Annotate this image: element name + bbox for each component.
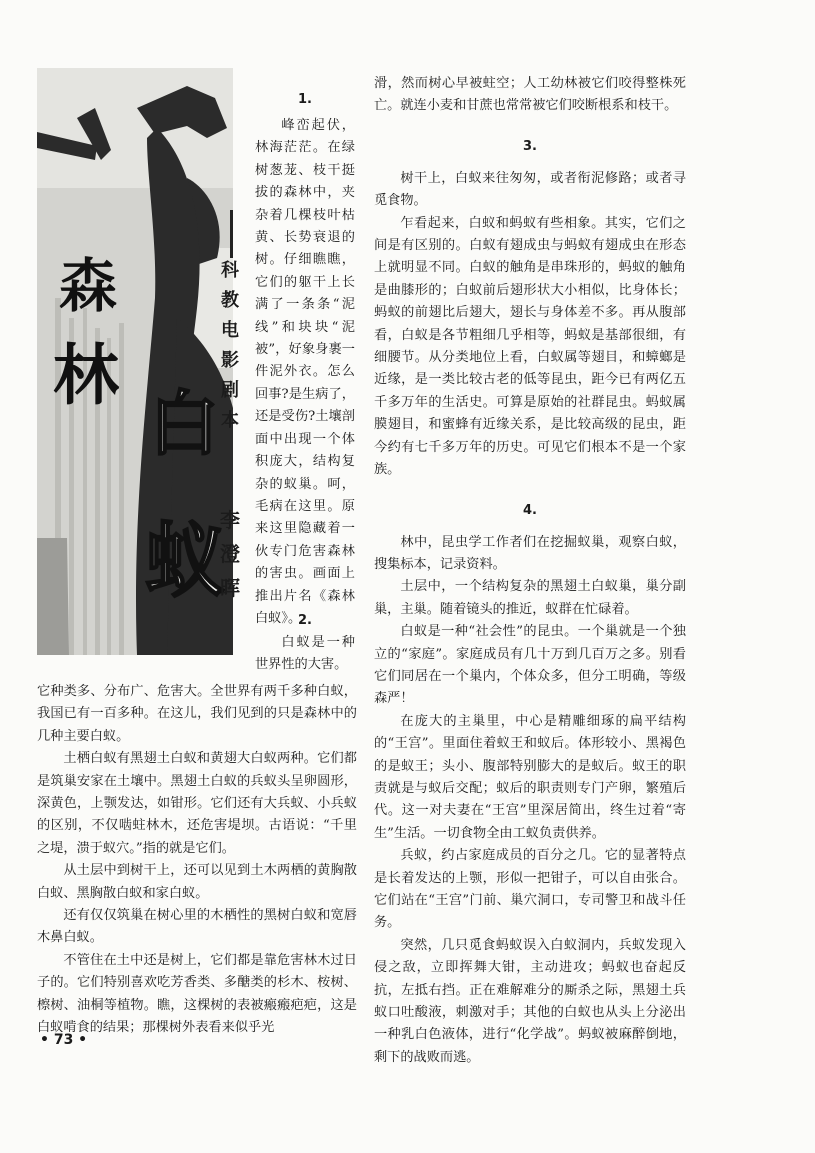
paragraph: 土层中，一个结构复杂的黑翅土白蚁巢，巢分副巢，主巢。随着镜头的推近，蚁群在忙碌着。 (374, 579, 686, 617)
paragraph: 白蚁是一种“社会性”的昆虫。一个巢就是一个独立的“家庭”。家庭成员有几十万到几百万之多。别看它们同居在一个巢内，个体众多，但分工明确，等级森严！ (374, 624, 686, 707)
author-char: 李 (220, 508, 240, 532)
paragraph: 树干上，白蚁来往匆匆，或者衔泥修路；或者寻觅食物。 (374, 170, 686, 209)
author-char: 澄 (220, 542, 240, 566)
paragraph: 突然，几只觅食蚂蚁误入白蚁洞内，兵蚁发现入侵之敌，立即挥舞大钳，主动进攻；蚂蚁也奋起反抗，左抵右挡。正在难解难分的厮杀之际，黑翅土兵蚁口吐酸液，刺激对手；其他的白蚁也从头上分泌出一种乳白色液体，进行“化学战”。蚂蚁被麻醉倒地，剩下的战败而逃。 (374, 937, 686, 1065)
subtitle-char: 科 (221, 260, 239, 281)
tree-artwork (37, 68, 233, 655)
paragraph: 从土层中到树干上，还可以见到土木两栖的黄胸散白蚁、黑胸散白蚁和家白蚁。 (37, 863, 357, 901)
subtitle-char: 本 (221, 410, 239, 431)
title-char-1: 森 (59, 252, 118, 320)
title-char-4: 蚁 (145, 513, 225, 607)
column-a-top (255, 89, 355, 630)
author-char: 晖 (220, 576, 240, 600)
column-b (374, 73, 686, 1069)
section-heading-4: 4. (523, 502, 537, 518)
page-number: • 73 • (40, 1032, 88, 1048)
title-illustration (37, 68, 233, 655)
column-a-bottom (37, 681, 357, 1040)
author-byline (220, 510, 240, 612)
paragraph: 乍看起来，白蚁和蚂蚁有些相象。其实，它们之间是有区别的。白蚁有翅成虫与蚂蚁有翅成虫在形态上就明显不同。白蚁的触角是串珠形的，蚂蚁的触角是曲膝形的；白蚁前后翅形状大小相似，比身体长；蚂蚁的前翅比后翅大，翅长与身体差不多。再从腹部看，白蚁是各节粗细几乎相等，蚂蚁是基部很细，有细腰节。从分类地位上看，白蚁属等翅目，和蟑螂是近缘，是一类比较古老的低等昆虫，距今已有两亿五千多万年的生活史。可算是原始的社群昆虫。蚂蚁属膜翅目，和蜜蜂有近缘关系，是比较高级的昆虫，距今约有七千多万年的历史。可见它们根本不是一个家族。 (374, 215, 686, 478)
paragraph: 滑，然而树心早被蛀空；人工幼林被它们咬得整株死亡。就连小麦和甘蔗也常常被它们咬断根系和枝干。 (374, 76, 686, 114)
paragraph: 峰峦起伏，林海茫茫。在绿树葱茏、枝干挺拔的森林中，夹杂着几棵枝叶枯黄、长势衰退的树。仔细瞧瞧，它们的躯干上长满了一条条“泥线”和块块“泥被”，好象身裹一件泥外衣。怎么回事?是生病了，还是受伤?土壤剖面中出现一个体积庞大，结构复杂的蚁巢。呵，毛病在这里。原来这里隐藏着一伙专门危害森林的害虫。画面上推出片名《森林白蚁》。 (255, 118, 355, 626)
paragraph: 不管住在土中还是树上，它们都是靠危害林木过日子的。它们特别喜欢吃芳香类、多醣类的杉木、桉树、檫树、油桐等植物。瞧，这棵树的表被瘢瘢疤疤，这是白蚁啃食的结果；那棵树外表看来似乎光 (37, 952, 357, 1036)
section-heading-3: 3. (523, 138, 537, 154)
subtitle-char: 影 (221, 350, 239, 371)
paragraph: 土栖白蚁有黑翅土白蚁和黄翅大白蚁两种。它们都是筑巢安家在土壤中。黑翅土白蚁的兵蚁头呈卵圆形，深黄色，上颚发达，如钳形。它们还有大兵蚁、小兵蚁的区别，不仅啮蛀林木，还危害堤坝。古语说：“千里之堤，溃于蚁穴。”指的就是它们。 (37, 751, 357, 856)
subtitle-dash (230, 210, 233, 258)
paragraph: 还有仅仅筑巢在树心里的木栖性的黑树白蚁和宽唇木鼻白蚁。 (37, 908, 357, 946)
column-a-mid (255, 610, 355, 677)
paragraph: 在庞大的主巢里，中心是精雕细琢的扁平结构的“王宫”。里面住着蚁王和蚁后。体形较小、黑褐色的是蚁王；头小、腹部特别膨大的是蚁后。蚁王的职责就是与蚁后交配；蚁后的职责则专门产卵，繁殖后代。这一对夫妻在“王宫”里深居简出，终生过着“寄生”生活。一切食物全由工蚁负责供养。 (374, 713, 686, 841)
title-char-3: 白 (149, 382, 219, 465)
paragraph: 兵蚁，约占家庭成员的百分之几。它的显著特点是长着发达的上颚，形似一把钳子，可以自由张合。它们站在“王宫”门前、巢穴洞口，专司警卫和战斗任务。 (374, 848, 686, 931)
subtitle-vertical (221, 262, 239, 442)
section-heading-2: 2. (298, 613, 312, 628)
title-char-2: 林 (53, 336, 119, 414)
subtitle-char: 剧 (221, 380, 239, 401)
subtitle-char: 电 (221, 320, 239, 341)
subtitle-char: 教 (221, 290, 239, 311)
paragraph: 它种类多、分布广、危害大。全世界有两千多种白蚁，我国已有一百多种。在这儿，我们见到的只是森林中的几种主要白蚁。 (37, 684, 357, 744)
paragraph: 林中，昆虫学工作者们在挖掘蚁巢，观察白蚁，搜集标本，记录资料。 (374, 534, 686, 572)
section-heading-1: 1. (298, 92, 312, 107)
paragraph: 白蚁是一种世界性的大害。 (255, 635, 355, 673)
